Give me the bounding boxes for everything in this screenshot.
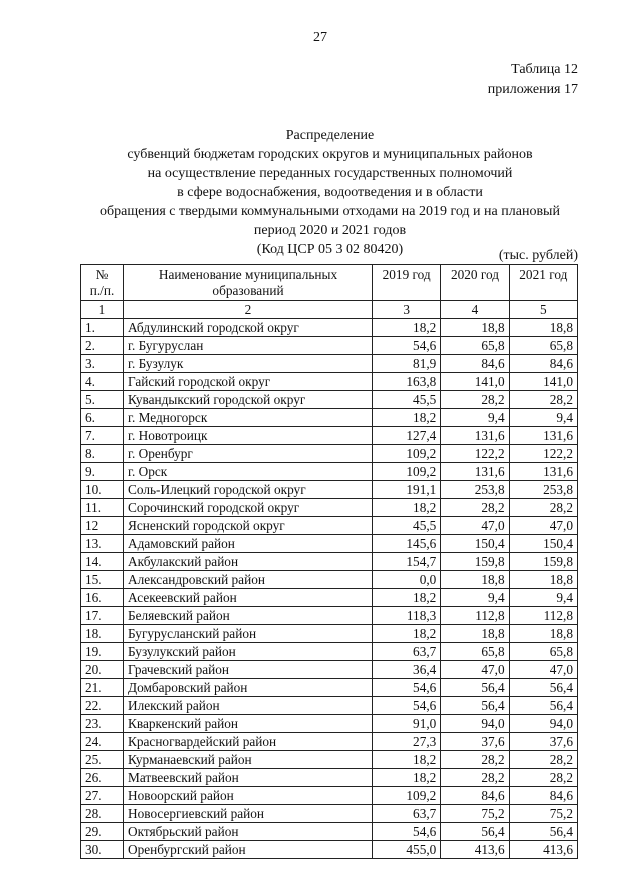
value-2021: 112,8 bbox=[509, 607, 577, 625]
value-2020: 75,2 bbox=[441, 805, 509, 823]
value-2019: 109,2 bbox=[373, 787, 441, 805]
value-2019: 191,1 bbox=[373, 481, 441, 499]
municipality-name: Кваркенский район bbox=[124, 715, 373, 733]
value-2019: 91,0 bbox=[373, 715, 441, 733]
value-2021: 150,4 bbox=[509, 535, 577, 553]
value-2020: 65,8 bbox=[441, 337, 509, 355]
value-2021: 9,4 bbox=[509, 409, 577, 427]
municipality-name: Домбаровский район bbox=[124, 679, 373, 697]
row-number: 9. bbox=[81, 463, 124, 481]
value-2021: 65,8 bbox=[509, 643, 577, 661]
municipality-name: г. Бузулук bbox=[124, 355, 373, 373]
table-row bbox=[81, 697, 578, 715]
page-number: 27 bbox=[313, 30, 327, 45]
value-2020: 56,4 bbox=[441, 697, 509, 715]
value-2019: 63,7 bbox=[373, 805, 441, 823]
document-title bbox=[70, 126, 590, 259]
value-2021: 122,2 bbox=[509, 445, 577, 463]
table-row bbox=[81, 589, 578, 607]
value-2020: 141,0 bbox=[441, 373, 509, 391]
table-body bbox=[81, 319, 578, 859]
table-row bbox=[81, 751, 578, 769]
header-2021: 2021 год bbox=[509, 265, 577, 301]
value-2020: 253,8 bbox=[441, 481, 509, 499]
municipality-name: Новосергиевский район bbox=[124, 805, 373, 823]
row-number: 3. bbox=[81, 355, 124, 373]
table-row bbox=[81, 481, 578, 499]
row-number: 24. bbox=[81, 733, 124, 751]
row-number: 17. bbox=[81, 607, 124, 625]
table-row bbox=[81, 499, 578, 517]
value-2019: 18,2 bbox=[373, 769, 441, 787]
municipality-name: Курманаевский район bbox=[124, 751, 373, 769]
table-row bbox=[81, 445, 578, 463]
value-2019: 127,4 bbox=[373, 427, 441, 445]
column-index-row bbox=[81, 301, 578, 319]
value-2019: 0,0 bbox=[373, 571, 441, 589]
table-row bbox=[81, 661, 578, 679]
table-row bbox=[81, 643, 578, 661]
value-2020: 28,2 bbox=[441, 751, 509, 769]
table-row bbox=[81, 427, 578, 445]
value-2021: 28,2 bbox=[509, 769, 577, 787]
row-number: 8. bbox=[81, 445, 124, 463]
table-caption bbox=[488, 60, 578, 100]
value-2021: 47,0 bbox=[509, 661, 577, 679]
municipality-name: Акбулакский район bbox=[124, 553, 373, 571]
table-row bbox=[81, 373, 578, 391]
units-label: (тыс. рублей) bbox=[498, 248, 578, 263]
value-2020: 122,2 bbox=[441, 445, 509, 463]
value-2019: 81,9 bbox=[373, 355, 441, 373]
value-2020: 47,0 bbox=[441, 661, 509, 679]
municipality-name: г. Орск bbox=[124, 463, 373, 481]
table-row bbox=[81, 805, 578, 823]
value-2021: 56,4 bbox=[509, 697, 577, 715]
municipality-name: г. Оренбург bbox=[124, 445, 373, 463]
row-number: 28. bbox=[81, 805, 124, 823]
row-number: 11. bbox=[81, 499, 124, 517]
municipality-name: Бугурусланский район bbox=[124, 625, 373, 643]
row-number: 5. bbox=[81, 391, 124, 409]
municipality-name: Новоорский район bbox=[124, 787, 373, 805]
value-2019: 455,0 bbox=[373, 841, 441, 859]
row-number: 22. bbox=[81, 697, 124, 715]
value-2019: 63,7 bbox=[373, 643, 441, 661]
value-2019: 45,5 bbox=[373, 517, 441, 535]
value-2021: 56,4 bbox=[509, 679, 577, 697]
value-2021: 159,8 bbox=[509, 553, 577, 571]
row-number: 4. bbox=[81, 373, 124, 391]
municipality-name: Кувандыкский городской округ bbox=[124, 391, 373, 409]
municipality-name: Асекеевский район bbox=[124, 589, 373, 607]
value-2019: 18,2 bbox=[373, 751, 441, 769]
value-2021: 131,6 bbox=[509, 463, 577, 481]
value-2019: 36,4 bbox=[373, 661, 441, 679]
municipality-name: г. Бугуруслан bbox=[124, 337, 373, 355]
value-2019: 18,2 bbox=[373, 499, 441, 517]
row-number: 29. bbox=[81, 823, 124, 841]
municipality-name: Бузулукский район bbox=[124, 643, 373, 661]
value-2020: 84,6 bbox=[441, 787, 509, 805]
table-row bbox=[81, 841, 578, 859]
value-2020: 94,0 bbox=[441, 715, 509, 733]
table-caption-line: приложения 17 bbox=[487, 82, 578, 97]
value-2019: 54,6 bbox=[373, 697, 441, 715]
value-2019: 18,2 bbox=[373, 625, 441, 643]
value-2021: 131,6 bbox=[509, 427, 577, 445]
value-2021: 18,8 bbox=[509, 625, 577, 643]
value-2020: 9,4 bbox=[441, 409, 509, 427]
municipality-name: Соль-Илецкий городской округ bbox=[124, 481, 373, 499]
row-number: 15. bbox=[81, 571, 124, 589]
row-number: 13. bbox=[81, 535, 124, 553]
column-index: 2 bbox=[124, 301, 373, 319]
table-row bbox=[81, 517, 578, 535]
value-2019: 163,8 bbox=[373, 373, 441, 391]
title-line: в сфере водоснабжения, водоотведения и в области bbox=[177, 185, 483, 200]
value-2019: 54,6 bbox=[373, 679, 441, 697]
municipality-name: Адамовский район bbox=[124, 535, 373, 553]
value-2019: 18,2 bbox=[373, 409, 441, 427]
title-line: обращения с твердыми коммунальными отходами на 2019 год и на плановый bbox=[100, 204, 560, 219]
municipality-name: Гайский городской округ bbox=[124, 373, 373, 391]
table-header-row bbox=[81, 265, 578, 301]
value-2020: 18,8 bbox=[441, 625, 509, 643]
value-2019: 18,2 bbox=[373, 319, 441, 337]
table-row bbox=[81, 463, 578, 481]
value-2019: 18,2 bbox=[373, 589, 441, 607]
value-2021: 141,0 bbox=[509, 373, 577, 391]
title-line: Распределение bbox=[285, 128, 375, 143]
municipality-name: Красногвардейский район bbox=[124, 733, 373, 751]
table-row bbox=[81, 607, 578, 625]
value-2020: 37,6 bbox=[441, 733, 509, 751]
table-row bbox=[81, 391, 578, 409]
value-2020: 28,2 bbox=[441, 391, 509, 409]
value-2019: 145,6 bbox=[373, 535, 441, 553]
column-index: 1 bbox=[81, 301, 124, 319]
row-number: 12 bbox=[81, 517, 124, 535]
value-2021: 37,6 bbox=[509, 733, 577, 751]
row-number: 16. bbox=[81, 589, 124, 607]
value-2020: 131,6 bbox=[441, 427, 509, 445]
row-number: 10. bbox=[81, 481, 124, 499]
municipality-name: Александровский район bbox=[124, 571, 373, 589]
table-row bbox=[81, 553, 578, 571]
row-number: 2. bbox=[81, 337, 124, 355]
value-2020: 18,8 bbox=[441, 319, 509, 337]
table-row bbox=[81, 733, 578, 751]
municipality-name: Беляевский район bbox=[124, 607, 373, 625]
row-number: 23. bbox=[81, 715, 124, 733]
value-2019: 109,2 bbox=[373, 445, 441, 463]
municipality-name: Оренбургский район bbox=[124, 841, 373, 859]
value-2019: 154,7 bbox=[373, 553, 441, 571]
header-name: Наименование муниципальных образований bbox=[124, 265, 373, 301]
table-row bbox=[81, 319, 578, 337]
table-row bbox=[81, 409, 578, 427]
row-number: 20. bbox=[81, 661, 124, 679]
value-2020: 9,4 bbox=[441, 589, 509, 607]
value-2020: 56,4 bbox=[441, 823, 509, 841]
header-2020: 2020 год bbox=[441, 265, 509, 301]
table-row bbox=[81, 535, 578, 553]
value-2021: 47,0 bbox=[509, 517, 577, 535]
row-number: 19. bbox=[81, 643, 124, 661]
row-number: 25. bbox=[81, 751, 124, 769]
value-2021: 94,0 bbox=[509, 715, 577, 733]
municipality-name: Грачевский район bbox=[124, 661, 373, 679]
row-number: 1. bbox=[81, 319, 124, 337]
value-2019: 109,2 bbox=[373, 463, 441, 481]
value-2019: 118,3 bbox=[373, 607, 441, 625]
table-row bbox=[81, 571, 578, 589]
municipality-name: Ясненский городской округ bbox=[124, 517, 373, 535]
value-2021: 253,8 bbox=[509, 481, 577, 499]
title-line: на осуществление переданных государственных полномочий bbox=[147, 166, 513, 181]
header-number: № п./п. bbox=[81, 265, 124, 301]
title-line: период 2020 и 2021 годов bbox=[253, 223, 407, 238]
title-line: (Код ЦСР 05 3 02 80420) bbox=[256, 242, 404, 257]
row-number: 6. bbox=[81, 409, 124, 427]
row-number: 30. bbox=[81, 841, 124, 859]
table-row bbox=[81, 355, 578, 373]
table-row bbox=[81, 679, 578, 697]
table-row bbox=[81, 337, 578, 355]
value-2021: 65,8 bbox=[509, 337, 577, 355]
table-row bbox=[81, 769, 578, 787]
value-2020: 159,8 bbox=[441, 553, 509, 571]
value-2021: 56,4 bbox=[509, 823, 577, 841]
value-2020: 28,2 bbox=[441, 499, 509, 517]
table-row bbox=[81, 625, 578, 643]
header-2019: 2019 год bbox=[373, 265, 441, 301]
column-index: 3 bbox=[373, 301, 441, 319]
value-2019: 54,6 bbox=[373, 823, 441, 841]
value-2019: 54,6 bbox=[373, 337, 441, 355]
municipality-name: Илекский район bbox=[124, 697, 373, 715]
table-caption-line: Таблица 12 bbox=[511, 62, 578, 77]
value-2019: 27,3 bbox=[373, 733, 441, 751]
value-2020: 56,4 bbox=[441, 679, 509, 697]
row-number: 7. bbox=[81, 427, 124, 445]
value-2021: 18,8 bbox=[509, 571, 577, 589]
value-2021: 9,4 bbox=[509, 589, 577, 607]
row-number: 21. bbox=[81, 679, 124, 697]
value-2020: 150,4 bbox=[441, 535, 509, 553]
value-2021: 75,2 bbox=[509, 805, 577, 823]
table-row bbox=[81, 823, 578, 841]
column-index: 5 bbox=[509, 301, 577, 319]
municipality-name: Октябрьский район bbox=[124, 823, 373, 841]
value-2020: 112,8 bbox=[441, 607, 509, 625]
value-2021: 84,6 bbox=[509, 355, 577, 373]
row-number: 26. bbox=[81, 769, 124, 787]
municipality-name: Абдулинский городской округ bbox=[124, 319, 373, 337]
value-2021: 28,2 bbox=[509, 499, 577, 517]
value-2020: 131,6 bbox=[441, 463, 509, 481]
value-2020: 47,0 bbox=[441, 517, 509, 535]
municipality-name: Матвеевский район bbox=[124, 769, 373, 787]
value-2021: 28,2 bbox=[509, 391, 577, 409]
table-row bbox=[81, 787, 578, 805]
municipality-name: г. Медногорск bbox=[124, 409, 373, 427]
value-2021: 28,2 bbox=[509, 751, 577, 769]
municipality-name: Сорочинский городской округ bbox=[124, 499, 373, 517]
value-2021: 413,6 bbox=[509, 841, 577, 859]
value-2021: 84,6 bbox=[509, 787, 577, 805]
municipality-name: г. Новотроицк bbox=[124, 427, 373, 445]
value-2021: 18,8 bbox=[509, 319, 577, 337]
value-2020: 28,2 bbox=[441, 769, 509, 787]
subvention-table bbox=[80, 264, 578, 859]
row-number: 27. bbox=[81, 787, 124, 805]
value-2019: 45,5 bbox=[373, 391, 441, 409]
value-2020: 65,8 bbox=[441, 643, 509, 661]
value-2020: 413,6 bbox=[441, 841, 509, 859]
title-line: субвенций бюджетам городских округов и муниципальных районов bbox=[127, 147, 533, 162]
row-number: 14. bbox=[81, 553, 124, 571]
value-2020: 84,6 bbox=[441, 355, 509, 373]
table-row bbox=[81, 715, 578, 733]
column-index: 4 bbox=[441, 301, 509, 319]
row-number: 18. bbox=[81, 625, 124, 643]
value-2020: 18,8 bbox=[441, 571, 509, 589]
